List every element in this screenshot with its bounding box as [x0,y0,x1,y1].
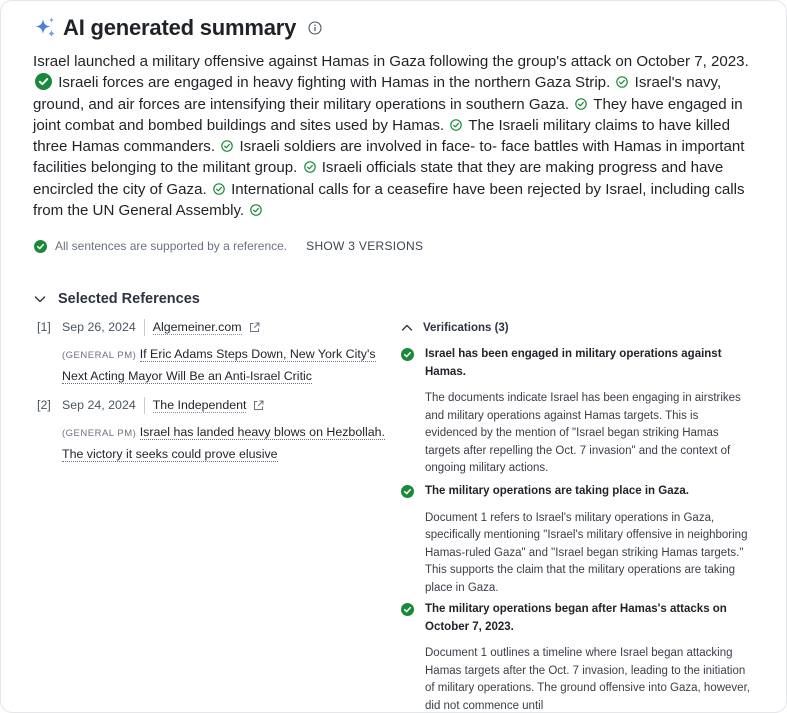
reference-headline-link[interactable]: If Eric Adams Steps Down, New York City's Next Acting Mayor Will Be an Anti-Israel Critic [62,347,376,383]
page-title: AI generated summary [63,15,297,40]
reference-date: Sep 26, 2024 [62,320,136,334]
check-circle-icon[interactable] [35,73,52,90]
divider [144,397,145,414]
summary-sentence: The Israeli military claims to have killed three Hamas commanders. [33,116,730,156]
summary-sentence: Israeli officials state that they are making progress and have encircled the city of Gaza. [33,159,724,198]
reference-tag: (GENERAL PM) [62,350,137,361]
check-circle-filled-icon [401,348,414,361]
verification-claim: Israel has been engaged in military operations against Hamas. [425,348,722,378]
verification-item [401,601,751,713]
verifications-toggle[interactable] [401,319,761,337]
reference-date: Sep 24, 2024 [62,398,136,412]
external-link-icon[interactable] [249,322,260,333]
references-title: Selected References [58,291,200,307]
check-circle-filled-icon [401,603,414,616]
support-text: All sentences are supported by a reference. [55,239,288,253]
reference-source-link[interactable]: Algemeiner.com [152,319,242,334]
check-circle-icon[interactable] [450,119,462,131]
reference-tag: (GENERAL PM) [62,428,137,439]
verification-item [401,483,751,597]
summary-sentence: Israeli forces are engaged in heavy fighting with Hamas in the northern Gaza Strip. [58,74,611,92]
reference-source-link[interactable]: The Independent [152,397,247,412]
external-link-icon[interactable] [253,400,264,411]
verifications-title: Verifications (3) [423,322,509,334]
check-circle-icon[interactable] [575,98,587,110]
check-circle-icon[interactable] [616,76,628,88]
references-toggle[interactable] [34,291,200,307]
sparkle-icon [33,16,57,40]
verification-explanation: The documents indicate Israel has been engaging in airstrikes and military operations against Hamas targets. This is evidenced by the mention of "Israel began striking Hamas targets after repelling the Oct. 7 invasion" and the context of ongoing military actions. [425,392,741,474]
check-circle-icon[interactable] [304,161,316,173]
check-circle-icon[interactable] [221,140,233,152]
check-circle-filled-icon [34,240,47,253]
check-circle-icon[interactable] [213,183,225,195]
verification-claim: The military operations began after Hamas's attacks on October 7, 2023. [425,603,727,633]
chevron-up-icon [401,322,413,334]
summary-sentence: They have engaged in joint combat and bombed buildings and sites used by Hamas. [33,95,743,134]
support-status [34,239,423,253]
reference-headline-link[interactable]: Israel has landed heavy blows on Hezbollah. The victory it seeks could prove elusive [62,425,385,461]
verification-explanation: Document 1 outlines a timeline where Israel began attacking Hamas targets after the Oct. 7 invasion, leading to the initiation of military operations. The ground offensive into Gaza, however, did not commence until [425,647,750,712]
summary-header [33,15,322,41]
divider [144,319,145,336]
verification-claim: The military operations are taking place in Gaza. [425,485,689,497]
summary-sentence: International calls for a ceasefire have been rejected by Israel, including calls from the UN General Assembly. [33,180,745,220]
check-circle-filled-icon [401,485,414,498]
summary-sentence: Israeli soldiers are involved in face- to- face battles with Hamas in important facilities belonging to the militant group. [33,138,745,177]
reference-index: [2] [37,398,51,412]
verification-item [401,346,751,478]
summary-sentence: Israel launched a military offensive against Hamas in Gaza following the group's attack on October 7, 2023. [33,53,749,70]
show-versions-button[interactable]: SHOW 3 VERSIONS [306,239,424,253]
reference-index: [1] [37,320,51,334]
reference-item [37,396,387,465]
summary-text [33,51,753,221]
verifications-panel [401,319,761,712]
summary-sentence: Israel's navy, ground, and air forces are intensifying their military operations in southern Gaza. [33,74,722,113]
info-icon[interactable] [308,21,322,35]
verification-explanation: Document 1 refers to Israel's military operations in Gaza, specifically mentioning "Israel's military offensive in neighboring Hamas-ruled Gaza" and "Israel began striking Hamas targets." This supports the claim that the military operations are taking place in Gaza. [425,511,748,594]
reference-item [37,318,387,387]
check-circle-icon[interactable] [250,204,262,216]
chevron-down-icon [34,293,46,305]
